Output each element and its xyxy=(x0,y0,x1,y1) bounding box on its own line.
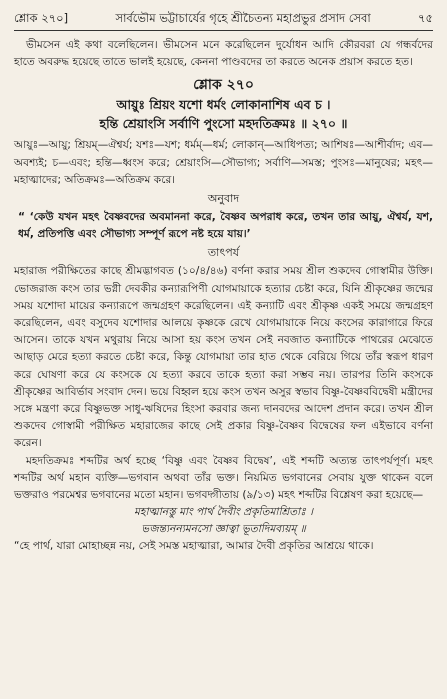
synonyms-paragraph: আয়ুঃ—আয়ু; শ্রিয়ম্—ঐশ্বর্য; যশঃ—যশ; ধর্মম্—ধর্ম; লোকান্—আধিপত্য; আশিষঃ—আশীর্বাদ; এব—অবশ্যই; চ—এবং; হন্তি—ধ্বংস করে; শ্রেয়াংসি—সৌভাগ্য; সর্বাণি—সমস্ত; পুংসঃ—মানুষের; মহৎ—মহাত্মাদের; অতিক্রমঃ—অতিক্রম করে। xyxy=(14,139,433,186)
translation-heading: অনুবাদ xyxy=(207,192,240,206)
intro-paragraph: ভীমসেন এই কথা বলেছিলেন। ভীমসেন মনে করেছিলেন দুর্যোধন আদি কৌরবরা যে গন্ধর্বদের হাতে অবরুদ্ধ হয়েছে তাতে ভালই হয়েছে, কেননা পাণ্ডবদের তা করতে অনেক প্রয়াস করতে হত। xyxy=(14,39,433,69)
header-verse-ref: শ্লোক ২৭০] xyxy=(14,11,69,25)
header-chapter-title: সার্বভৌম ভট্টাচার্যের গৃহে শ্রীচৈতন্য মহাপ্রভুর প্রসাদ সেবা xyxy=(115,11,371,25)
purport-paragraph-2: মহদতিক্রমঃ শব্দটির অর্থ হচ্ছে ‘বিষ্ণু এবং বৈষ্ণব বিদ্বেষ’, এই শব্দটি অত্যন্ত তাৎপর্যপূর্ণ। মহৎ শব্দটির অর্থ মহান ব্যক্তি—ভগবান অথবা তাঁর ভক্ত। নিয়মিত ভগবানের সেবায় যুক্ত থাকেন বলে ভক্তরাও পরমেশ্বর ভগবানের মতো মহান। ভগবদ্গীতায় (৯/১৩) মহৎ শব্দটির বিশ্লেষণ করা হয়েছে— xyxy=(14,454,433,502)
verse-line-1: আয়ুঃ শ্রিয়ং যশো ধর্মং লোকানাশিষ এব চ । xyxy=(116,97,331,113)
running-header xyxy=(14,10,433,31)
gita-verse-line-2: ভজন্ত্যনন্যমনসো জ্ঞাত্বা ভূতাদিমব্যয়ম্ ॥ xyxy=(141,523,306,536)
purport-heading: তাৎপর্য xyxy=(207,246,240,260)
purport-paragraph-1: মহারাজ পরীক্ষিতের কাছে শ্রীমদ্ভাগবত (১০/৪/৪৬) বর্ণনা করার সময় শ্রীল শুকদেব গোস্বামীর উক্তি। ভোজরাজ কংস তার ভগ্নী দেবকীর কন্যারূপিণী যোগমায়াকে হত্যার চেষ্টা করে, যিনি শ্রীকৃষ্ণের জন্মের সময় যশোদা মায়ের কন্যারূপে জন্মগ্রহণ করেছিলেন। এই কন্যাটি এবং শ্রীকৃষ্ণ একই সময়ে জন্মগ্রহণ করেছিলেন, এবং বসুদেব যশোদার আলয়ে কৃষ্ণকে রেখে যোগমায়াকে নিয়ে কংসের কারাগারে ফিরে আসেন। তাকে যখন মথুরায় নিয়ে আসা হয় কংস তখন সেই নবজাত কন্যাটিকে পাথরের মেঝেতে আছাড় মেরে হত্যা করতে চেষ্টা করে, কিন্তু যোগমায়া তার হাত থেকে বেরিয়ে গিয়ে তাঁর স্বরূপ ধারণ করে ঘোষণা করে যে কংসকে যে হত্যা করবে তাকে হত্যা করা সম্ভব নয়। তারপর তিনি কংসকে শ্রীকৃষ্ণের আবির্ভাব সংবাদ দেন। ভয়ে বিহ্বল হয়ে কংস তখন অসুর স্বভাব বিষ্ণু-বৈষ্ণববিদ্বেষী মন্ত্রীদের সঙ্গে মন্ত্রণা করে বিষ্ণুভক্ত সাধু-ঋষিদের হিংসা করবার জন্য দানবদের আদেশ প্রদান করে। তখন শ্রীল শুকদেব গোস্বামী পরীক্ষিত মহারাজের কাছে সেই প্রকার বিষ্ণু-বৈষ্ণব বিদ্বেষের ফল এইভাবে বর্ণনা করেন। xyxy=(14,265,433,450)
page-number: ৭৫ xyxy=(418,11,433,25)
verse-line-2: হন্তি শ্রেয়াংসি সর্বাণি পুংসো মহদতিক্রমঃ ॥ ২৭০ ॥ xyxy=(99,116,348,132)
gita-verse-line-1: মহাত্মানস্তু মাং পার্থ দৈবীং প্রকৃতিমাশ্রিতাঃ । xyxy=(134,506,313,519)
gita-translation: “হে পার্থ, যারা মোহাচ্ছন্ন নয়, সেই সমস্ত মহাত্মারা, আমার দৈবী প্রকৃতির আশ্রয়ে থাকে। xyxy=(14,540,374,553)
verse-heading: শ্লোক ২৭০ xyxy=(193,77,254,94)
translation-text: “ ‘কেউ যখন মহৎ বৈষ্ণবদের অবমাননা করে, বৈষ্ণব অপরাধ করে, তখন তার আয়ু, ঐশ্বর্য, যশ, ধর্ম, প্রতিপত্তি এবং সৌভাগ্য সম্পূর্ণ রূপে নষ্ট হয়ে যায়।’ xyxy=(18,211,433,241)
